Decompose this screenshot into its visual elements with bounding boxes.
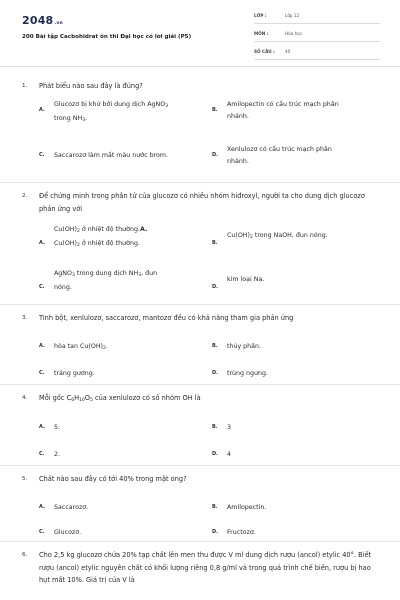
question-text: Cho 2,5 kg glucozơ chứa 20% tạp chất lên men thu được V ml dung dịch rượu (ancol) etylic 40°. Biết rượu (ancol) etylic nguyên chất có khối lượng riêng 0,8 g/ml và trong quá trình chế biến, rượu bị hao hụt mất 10%. Giá trị của V là bbox=[39, 551, 372, 584]
question-number: 2. bbox=[22, 193, 28, 199]
question-divider bbox=[0, 541, 400, 542]
option-text[interactable]: 5. bbox=[54, 424, 61, 431]
option-letter: D. bbox=[212, 370, 219, 376]
question-divider bbox=[0, 182, 400, 183]
question-text: Mỗi gốc $C_6H_{10}O_5$ của xenlulozơ có số nhóm OH là bbox=[39, 394, 201, 403]
option-letter: A. bbox=[39, 107, 45, 113]
logo-suffix: .vn bbox=[54, 21, 63, 26]
option-text[interactable]: Saccarozơ. bbox=[54, 504, 89, 511]
option-letter: B. bbox=[212, 240, 218, 246]
option-letter: D. bbox=[212, 284, 219, 290]
option-letter: C. bbox=[39, 370, 45, 376]
option-text[interactable]: kim loại Na. bbox=[227, 276, 265, 283]
option-text[interactable]: Amilopectin có cấu trúc mạch phân nhánh. bbox=[227, 101, 339, 120]
option-text[interactable]: Fructozơ. bbox=[227, 529, 256, 536]
document-title: 200 Bài tập Cacbohidrat ôn thi Đại học có lời giải (P5) bbox=[22, 34, 192, 40]
option-letter: A. bbox=[39, 240, 45, 246]
option-letter: B. bbox=[212, 343, 218, 349]
question-text: Phát biểu nào sau đây là đúng? bbox=[39, 82, 143, 90]
option-text[interactable]: Glucozơ. bbox=[54, 529, 82, 536]
option-letter: D. bbox=[212, 451, 219, 457]
option-letter: D. bbox=[212, 529, 219, 535]
question-divider bbox=[0, 465, 400, 466]
option-text[interactable]: 4 bbox=[227, 451, 232, 458]
option-letter: A. bbox=[39, 504, 45, 510]
question-divider bbox=[0, 304, 400, 305]
header-divider bbox=[0, 66, 400, 67]
option-letter: A. bbox=[39, 343, 45, 349]
option-text[interactable]: 3 bbox=[227, 424, 232, 431]
question-text: Chất nào sau đây có tới 40% trong mật ong? bbox=[39, 475, 187, 483]
option-letter: C. bbox=[39, 152, 45, 158]
option-text[interactable]: tráng gương. bbox=[54, 370, 95, 377]
option-letter: A. bbox=[39, 424, 45, 430]
question-divider bbox=[0, 384, 400, 385]
option-text[interactable]: $Cu(OH)_2$ trong NaOH, đun nóng. bbox=[227, 232, 328, 240]
option-text[interactable]: AgNO$_3$ trong dung dịch $NH_3$, đun nóng. bbox=[54, 270, 158, 291]
question-text: Để chứng minh trong phân tử của glucozơ có nhiều nhóm hiđroxyl, người ta cho dung dịch glucozơ phản ứng với bbox=[39, 192, 365, 213]
option-letter: D. bbox=[212, 152, 219, 158]
option-letter: C. bbox=[39, 451, 45, 457]
option-letter: B. bbox=[212, 107, 218, 113]
question-number: 4. bbox=[22, 395, 28, 401]
option-letter: B. bbox=[212, 504, 218, 510]
meta-label-subject: MÔN : bbox=[254, 31, 269, 36]
meta-value-grade: Lớp 12 bbox=[285, 13, 300, 18]
meta-row-grade bbox=[254, 10, 380, 24]
meta-row-subject bbox=[254, 28, 380, 42]
option-text[interactable]: 2. bbox=[54, 451, 61, 458]
option-letter: C. bbox=[39, 284, 45, 290]
option-letter: B. bbox=[212, 424, 218, 430]
question-number: 1. bbox=[22, 83, 28, 89]
question-number: 3. bbox=[22, 315, 28, 321]
header bbox=[0, 0, 400, 62]
option-text[interactable]: Glucozơ bị khử bởi dung dịch AgNO$_3$ trong $NH_3$. bbox=[54, 101, 169, 123]
meta-box bbox=[254, 10, 380, 64]
question-text: Tinh bột, xenlulozơ, saccarozơ, mantozơ đều có khả năng tham gia phản ứng bbox=[39, 314, 294, 322]
option-text[interactable]: trùng ngưng. bbox=[227, 370, 269, 377]
meta-row-count bbox=[254, 46, 380, 60]
meta-value-subject: Hóa học bbox=[285, 31, 303, 36]
logo-main: 2048 bbox=[22, 14, 54, 27]
site-logo[interactable] bbox=[22, 14, 63, 27]
question-number: 6. bbox=[22, 552, 28, 558]
meta-label-grade: LỚP : bbox=[254, 13, 267, 18]
option-text[interactable]: thủy phân. bbox=[227, 343, 262, 350]
meta-value-count: 40 bbox=[285, 49, 291, 54]
option-text[interactable]: hòa $\tan Cu(OH)_2$. bbox=[54, 343, 108, 351]
option-text[interactable]: $Cu(OH)_2$ ở nhiệt độ thường.A. $Cu(OH)_2$ ở nhiệt độ thường. bbox=[54, 226, 148, 248]
question-number: 5. bbox=[22, 476, 28, 482]
option-text[interactable]: Saccarozơ làm mất màu nước brom. bbox=[54, 152, 169, 159]
option-text[interactable]: Amilopectin. bbox=[227, 504, 267, 511]
meta-label-count: SỐ CÂU : bbox=[254, 49, 275, 54]
option-text[interactable]: Xenlulozơ có cấu trúc mạch phân nhánh. bbox=[227, 146, 332, 165]
option-letter: C. bbox=[39, 529, 45, 535]
